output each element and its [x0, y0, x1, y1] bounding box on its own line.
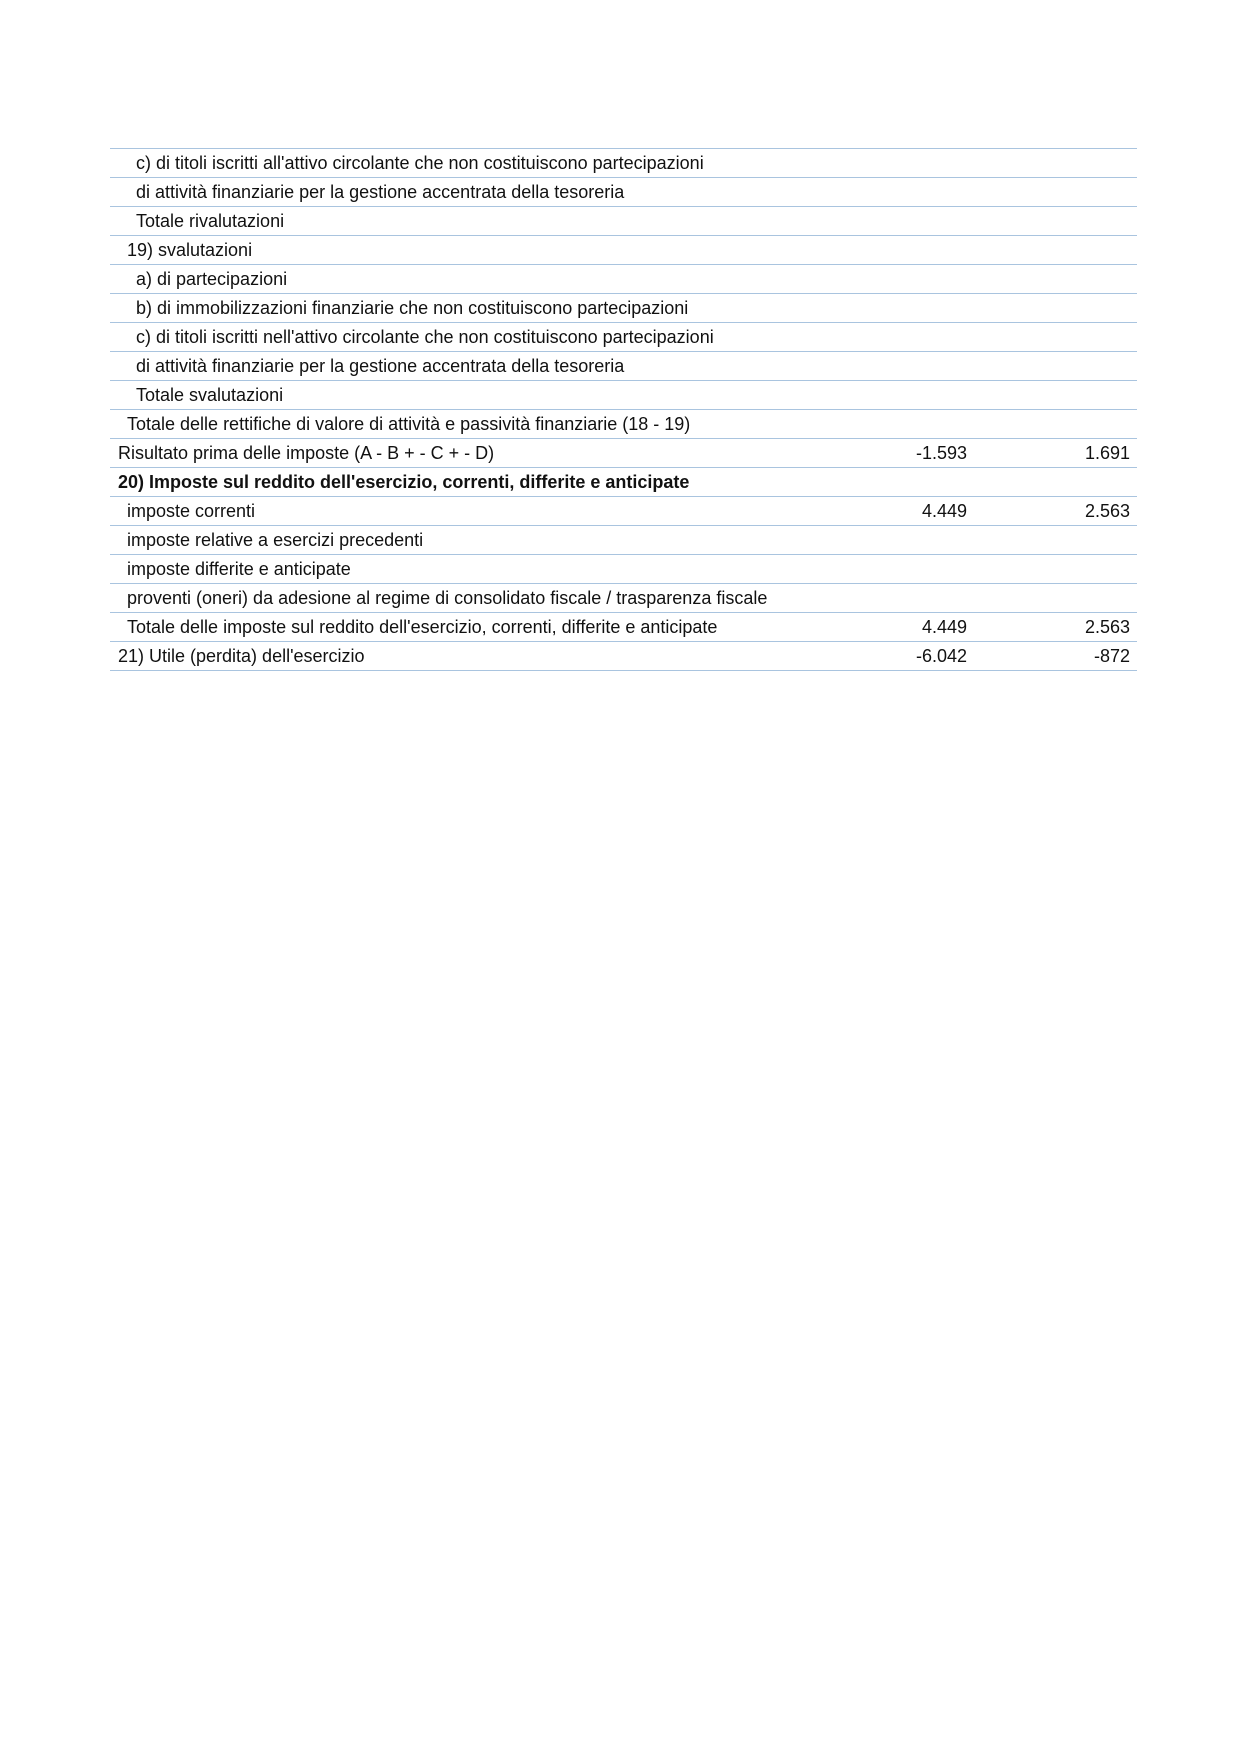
row-value-current-year [810, 352, 974, 381]
row-value-previous-year: -872 [974, 642, 1137, 671]
row-value-current-year [810, 381, 974, 410]
table-row [110, 497, 1137, 526]
table-row [110, 178, 1137, 207]
row-label: 21) Utile (perdita) dell'esercizio [110, 642, 810, 671]
table-row [110, 236, 1137, 265]
row-label: c) di titoli iscritti all'attivo circolante che non costituiscono partecipazioni [110, 149, 810, 178]
row-value-current-year: 4.449 [810, 497, 974, 526]
row-value-current-year [810, 468, 974, 497]
row-label: imposte correnti [110, 497, 810, 526]
row-value-current-year: 4.449 [810, 613, 974, 642]
row-label: Totale delle imposte sul reddito dell'esercizio, correnti, differite e anticipate [110, 613, 810, 642]
table-row [110, 613, 1137, 642]
table-row [110, 526, 1137, 555]
row-value-current-year [810, 584, 974, 613]
row-value-current-year: -1.593 [810, 439, 974, 468]
row-label: b) di immobilizzazioni finanziarie che non costituiscono partecipazioni [110, 294, 810, 323]
income-statement-rows [110, 149, 1137, 671]
row-value-current-year [810, 294, 974, 323]
table-row [110, 642, 1137, 671]
income-statement-page [110, 148, 1137, 671]
row-value-current-year [810, 149, 974, 178]
row-value-current-year [810, 526, 974, 555]
row-value-current-year [810, 555, 974, 584]
row-value-previous-year [974, 381, 1137, 410]
row-label: 20) Imposte sul reddito dell'esercizio, correnti, differite e anticipate [110, 468, 810, 497]
row-value-previous-year [974, 178, 1137, 207]
table-row [110, 265, 1137, 294]
table-row [110, 294, 1137, 323]
row-value-previous-year [974, 207, 1137, 236]
row-label: proventi (oneri) da adesione al regime di consolidato fiscale / trasparenza fiscale [110, 584, 810, 613]
row-value-previous-year [974, 584, 1137, 613]
table-row [110, 381, 1137, 410]
table-row [110, 149, 1137, 178]
table-row [110, 410, 1137, 439]
row-value-previous-year [974, 294, 1137, 323]
row-value-current-year [810, 323, 974, 352]
row-value-previous-year [974, 236, 1137, 265]
income-statement-table [110, 148, 1137, 671]
row-value-current-year [810, 236, 974, 265]
table-row [110, 323, 1137, 352]
row-value-previous-year: 2.563 [974, 497, 1137, 526]
row-label: Totale svalutazioni [110, 381, 810, 410]
row-value-previous-year [974, 149, 1137, 178]
row-value-current-year [810, 178, 974, 207]
row-value-current-year: -6.042 [810, 642, 974, 671]
row-value-previous-year [974, 526, 1137, 555]
row-value-previous-year [974, 352, 1137, 381]
row-value-current-year [810, 265, 974, 294]
row-label: imposte relative a esercizi precedenti [110, 526, 810, 555]
row-label: di attività finanziarie per la gestione accentrata della tesoreria [110, 178, 810, 207]
row-value-previous-year [974, 265, 1137, 294]
row-value-previous-year [974, 555, 1137, 584]
row-label: di attività finanziarie per la gestione accentrata della tesoreria [110, 352, 810, 381]
row-label: a) di partecipazioni [110, 265, 810, 294]
row-label: Totale delle rettifiche di valore di attività e passività finanziarie (18 - 19) [110, 410, 810, 439]
row-label: 19) svalutazioni [110, 236, 810, 265]
row-label: imposte differite e anticipate [110, 555, 810, 584]
table-row [110, 207, 1137, 236]
row-value-previous-year: 1.691 [974, 439, 1137, 468]
table-row [110, 555, 1137, 584]
row-value-current-year [810, 410, 974, 439]
row-value-previous-year: 2.563 [974, 613, 1137, 642]
row-label: Risultato prima delle imposte (A - B + - C + - D) [110, 439, 810, 468]
table-row [110, 584, 1137, 613]
row-value-previous-year [974, 410, 1137, 439]
row-value-previous-year [974, 323, 1137, 352]
table-row [110, 352, 1137, 381]
row-label: c) di titoli iscritti nell'attivo circolante che non costituiscono partecipazioni [110, 323, 810, 352]
row-value-current-year [810, 207, 974, 236]
row-value-previous-year [974, 468, 1137, 497]
table-row [110, 468, 1137, 497]
row-label: Totale rivalutazioni [110, 207, 810, 236]
table-row [110, 439, 1137, 468]
